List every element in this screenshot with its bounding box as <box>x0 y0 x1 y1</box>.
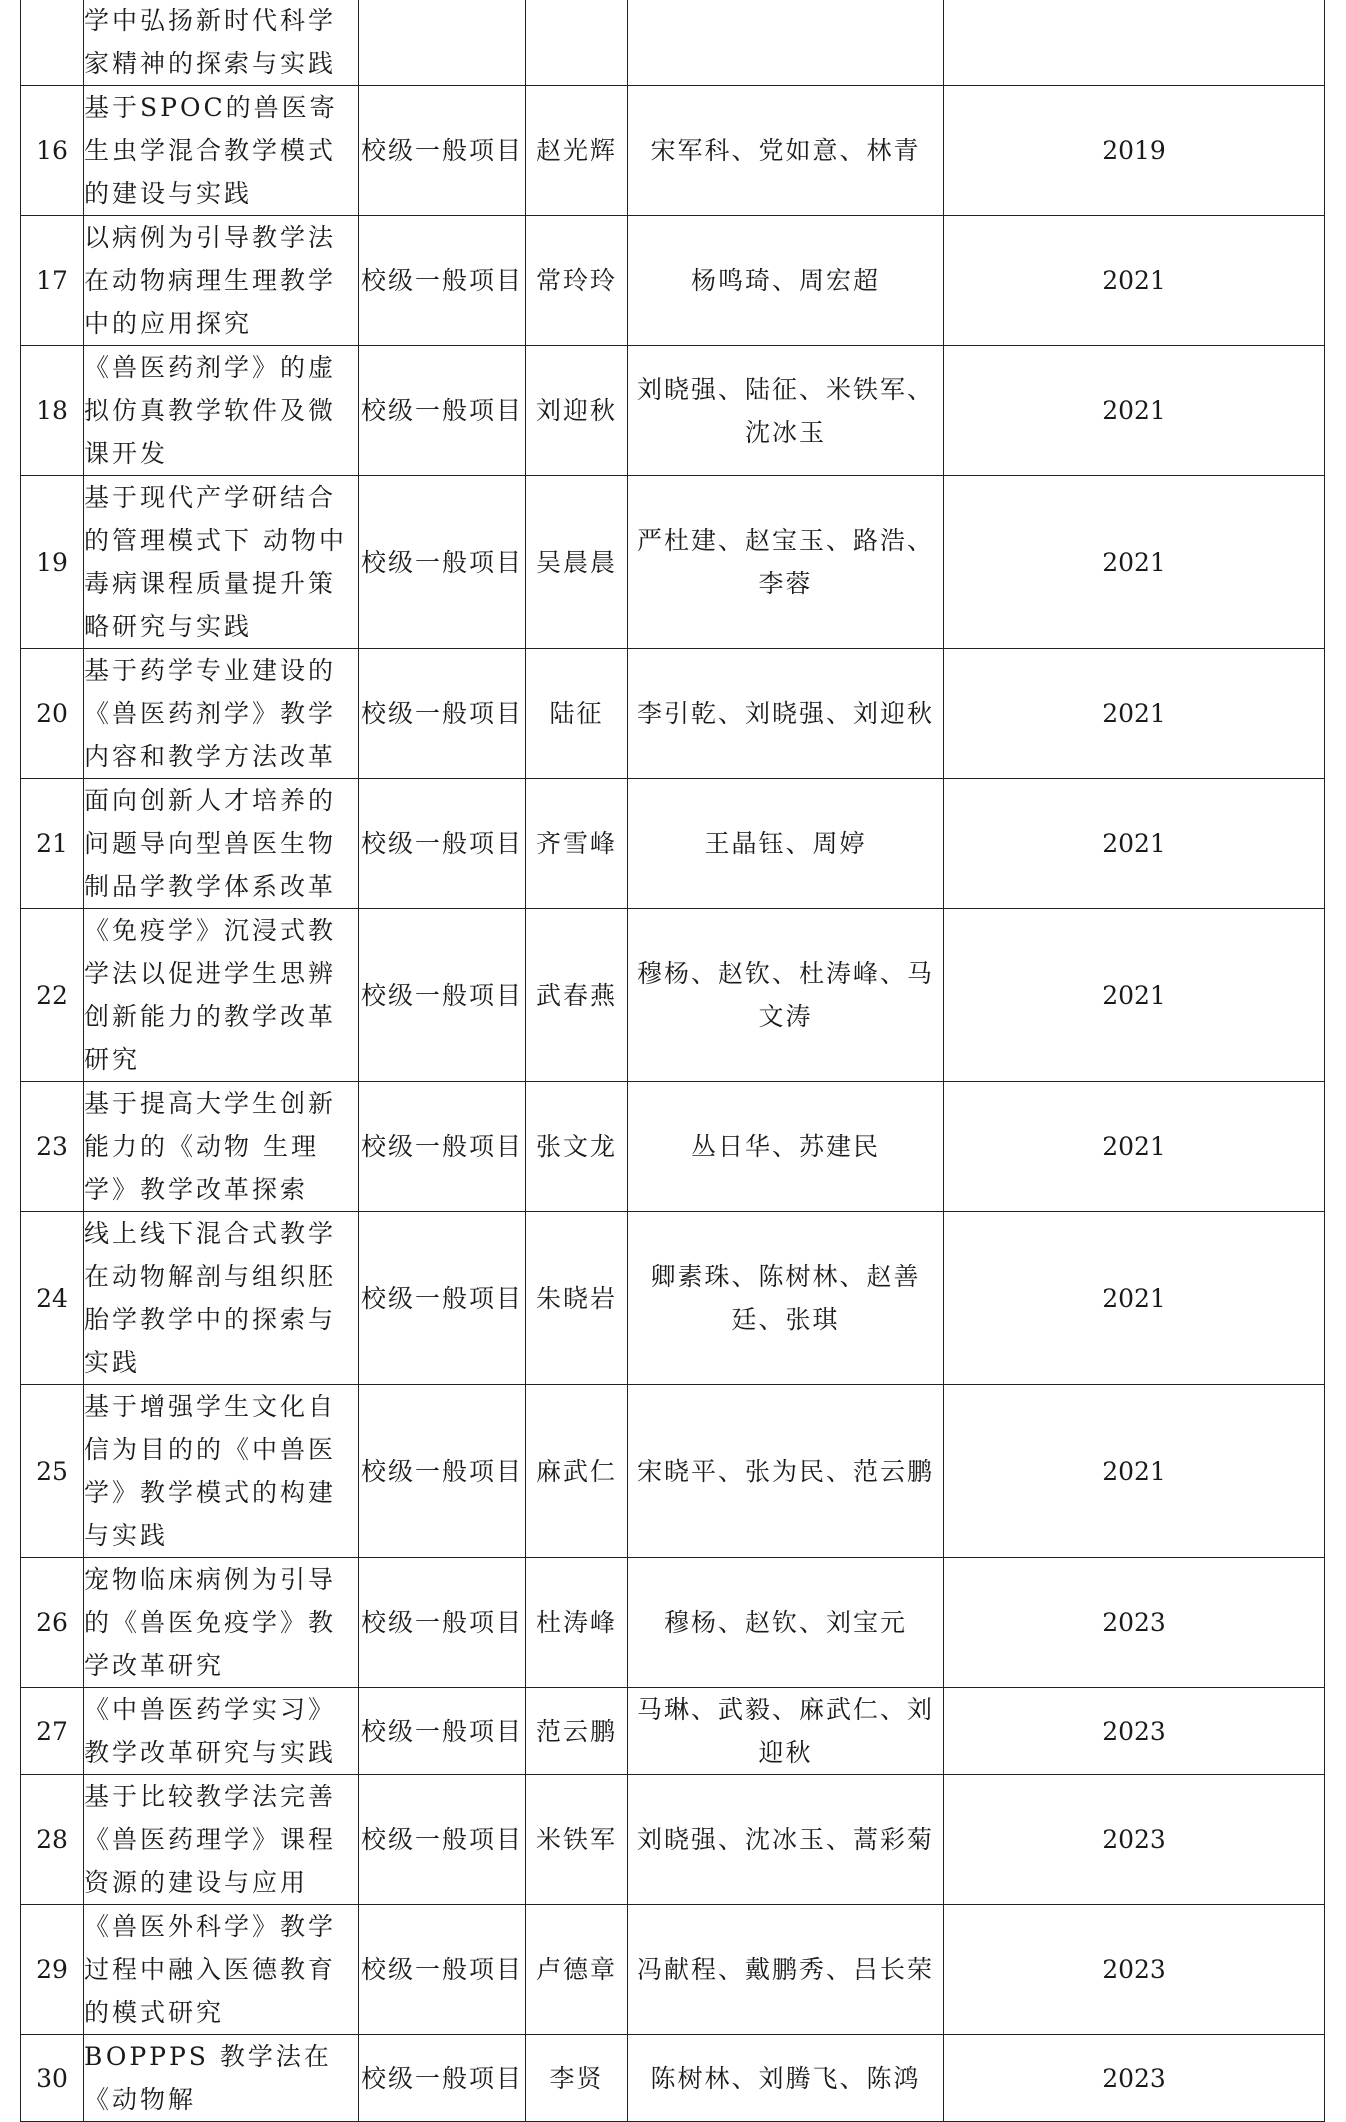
project-members: 严杜建、赵宝玉、路浩、李蓉 <box>628 476 944 649</box>
row-number: 26 <box>21 1558 84 1688</box>
table-row <box>21 216 1325 346</box>
project-year: 2021 <box>944 346 1325 476</box>
project-leader: 张文龙 <box>526 1082 628 1212</box>
project-title: 线上线下混合式教学在动物解剖与组织胚胎学教学中的探索与实践 <box>84 1212 359 1385</box>
row-number: 18 <box>21 346 84 476</box>
project-level: 校级一般项目 <box>359 649 526 779</box>
project-title: 《免疫学》沉浸式教学法以促进学生思辨创新能力的教学改革研究 <box>84 909 359 1082</box>
project-leader: 米铁军 <box>526 1775 628 1905</box>
project-level: 校级一般项目 <box>359 346 526 476</box>
project-members <box>628 0 944 86</box>
project-year <box>944 0 1325 86</box>
project-level: 校级一般项目 <box>359 1905 526 2035</box>
project-title: 基于SPOC的兽医寄生虫学混合教学模式的建设与实践 <box>84 86 359 216</box>
row-number: 22 <box>21 909 84 1082</box>
table-row <box>21 86 1325 216</box>
project-leader: 卢德章 <box>526 1905 628 2035</box>
project-level: 校级一般项目 <box>359 476 526 649</box>
project-members: 冯献程、戴鹏秀、吕长荣 <box>628 1905 944 2035</box>
row-number: 17 <box>21 216 84 346</box>
project-title: 基于现代产学研结合的管理模式下 动物中毒病课程质量提升策略研究与实践 <box>84 476 359 649</box>
project-members: 杨鸣琦、周宏超 <box>628 216 944 346</box>
row-number: 21 <box>21 779 84 909</box>
project-members: 刘晓强、沈冰玉、蒿彩菊 <box>628 1775 944 1905</box>
project-members: 陈树林、刘腾飞、陈鸿 <box>628 2035 944 2122</box>
project-year: 2023 <box>944 1558 1325 1688</box>
project-leader: 齐雪峰 <box>526 779 628 909</box>
project-leader: 武春燕 <box>526 909 628 1082</box>
table-row <box>21 1082 1325 1212</box>
project-level: 校级一般项目 <box>359 2035 526 2122</box>
project-level: 校级一般项目 <box>359 1082 526 1212</box>
table-row <box>21 1905 1325 2035</box>
table-row <box>21 909 1325 1082</box>
row-number: 16 <box>21 86 84 216</box>
project-leader: 吴晨晨 <box>526 476 628 649</box>
project-leader: 范云鹏 <box>526 1688 628 1775</box>
project-level <box>359 0 526 86</box>
table-row <box>21 476 1325 649</box>
row-number: 20 <box>21 649 84 779</box>
row-number: 27 <box>21 1688 84 1775</box>
project-leader: 赵光辉 <box>526 86 628 216</box>
project-title: 《中兽医药学实习》教学改革研究与实践 <box>84 1688 359 1775</box>
project-year: 2021 <box>944 649 1325 779</box>
project-year: 2021 <box>944 1385 1325 1558</box>
project-title: 基于药学专业建设的《兽医药剂学》教学内容和教学方法改革 <box>84 649 359 779</box>
project-members: 穆杨、赵钦、刘宝元 <box>628 1558 944 1688</box>
project-level: 校级一般项目 <box>359 779 526 909</box>
row-number: 19 <box>21 476 84 649</box>
project-members: 王晶钰、周婷 <box>628 779 944 909</box>
table-row <box>21 0 1325 86</box>
project-level: 校级一般项目 <box>359 1775 526 1905</box>
project-members: 宋晓平、张为民、范云鹏 <box>628 1385 944 1558</box>
project-year: 2021 <box>944 779 1325 909</box>
table-row <box>21 1775 1325 1905</box>
project-title: 基于增强学生文化自信为目的的《中兽医学》教学模式的构建与实践 <box>84 1385 359 1558</box>
project-title: 面向创新人才培养的问题导向型兽医生物制品学教学体系改革 <box>84 779 359 909</box>
table-row <box>21 779 1325 909</box>
row-number: 23 <box>21 1082 84 1212</box>
project-members: 马琳、武毅、麻武仁、刘迎秋 <box>628 1688 944 1775</box>
project-leader: 李贤 <box>526 2035 628 2122</box>
projects-table <box>20 0 1325 2122</box>
table-row <box>21 649 1325 779</box>
project-leader: 朱晓岩 <box>526 1212 628 1385</box>
project-title: 基于比较教学法完善《兽医药理学》课程资源的建设与应用 <box>84 1775 359 1905</box>
row-number: 30 <box>21 2035 84 2122</box>
project-level: 校级一般项目 <box>359 909 526 1082</box>
table-row <box>21 346 1325 476</box>
table-body <box>21 0 1325 2122</box>
project-title: 《兽医外科学》教学过程中融入医德教育的模式研究 <box>84 1905 359 2035</box>
project-level: 校级一般项目 <box>359 1558 526 1688</box>
project-leader <box>526 0 628 86</box>
row-number: 25 <box>21 1385 84 1558</box>
project-title: 学中弘扬新时代科学家精神的探索与实践 <box>84 0 359 86</box>
project-leader: 常玲玲 <box>526 216 628 346</box>
row-number: 28 <box>21 1775 84 1905</box>
table-row <box>21 1212 1325 1385</box>
project-members: 丛日华、苏建民 <box>628 1082 944 1212</box>
project-level: 校级一般项目 <box>359 1385 526 1558</box>
project-year: 2023 <box>944 1688 1325 1775</box>
project-year: 2021 <box>944 1082 1325 1212</box>
project-year: 2021 <box>944 1212 1325 1385</box>
project-leader: 杜涛峰 <box>526 1558 628 1688</box>
table-row <box>21 2035 1325 2122</box>
project-level: 校级一般项目 <box>359 1212 526 1385</box>
project-year: 2023 <box>944 1905 1325 2035</box>
project-title: 《兽医药剂学》的虚拟仿真教学软件及微课开发 <box>84 346 359 476</box>
project-leader: 刘迎秋 <box>526 346 628 476</box>
project-level: 校级一般项目 <box>359 216 526 346</box>
project-year: 2021 <box>944 909 1325 1082</box>
project-title: 宠物临床病例为引导的《兽医免疫学》教学改革研究 <box>84 1558 359 1688</box>
project-members: 穆杨、赵钦、杜涛峰、马文涛 <box>628 909 944 1082</box>
project-members: 刘晓强、陆征、米铁军、沈冰玉 <box>628 346 944 476</box>
project-year: 2019 <box>944 86 1325 216</box>
project-title: BOPPPS 教学法在《动物解 <box>84 2035 359 2122</box>
project-level: 校级一般项目 <box>359 86 526 216</box>
project-title: 基于提高大学生创新能力的《动物 生理学》教学改革探索 <box>84 1082 359 1212</box>
project-year: 2021 <box>944 216 1325 346</box>
row-number: 29 <box>21 1905 84 2035</box>
project-members: 卿素珠、陈树林、赵善廷、张琪 <box>628 1212 944 1385</box>
project-leader: 麻武仁 <box>526 1385 628 1558</box>
project-year: 2021 <box>944 476 1325 649</box>
table-row <box>21 1385 1325 1558</box>
project-year: 2023 <box>944 1775 1325 1905</box>
project-leader: 陆征 <box>526 649 628 779</box>
row-number: 24 <box>21 1212 84 1385</box>
table-row <box>21 1688 1325 1775</box>
project-title: 以病例为引导教学法在动物病理生理教学中的应用探究 <box>84 216 359 346</box>
row-number <box>21 0 84 86</box>
project-year: 2023 <box>944 2035 1325 2122</box>
project-level: 校级一般项目 <box>359 1688 526 1775</box>
table-row <box>21 1558 1325 1688</box>
project-members: 宋军科、党如意、林青 <box>628 86 944 216</box>
project-members: 李引乾、刘晓强、刘迎秋 <box>628 649 944 779</box>
